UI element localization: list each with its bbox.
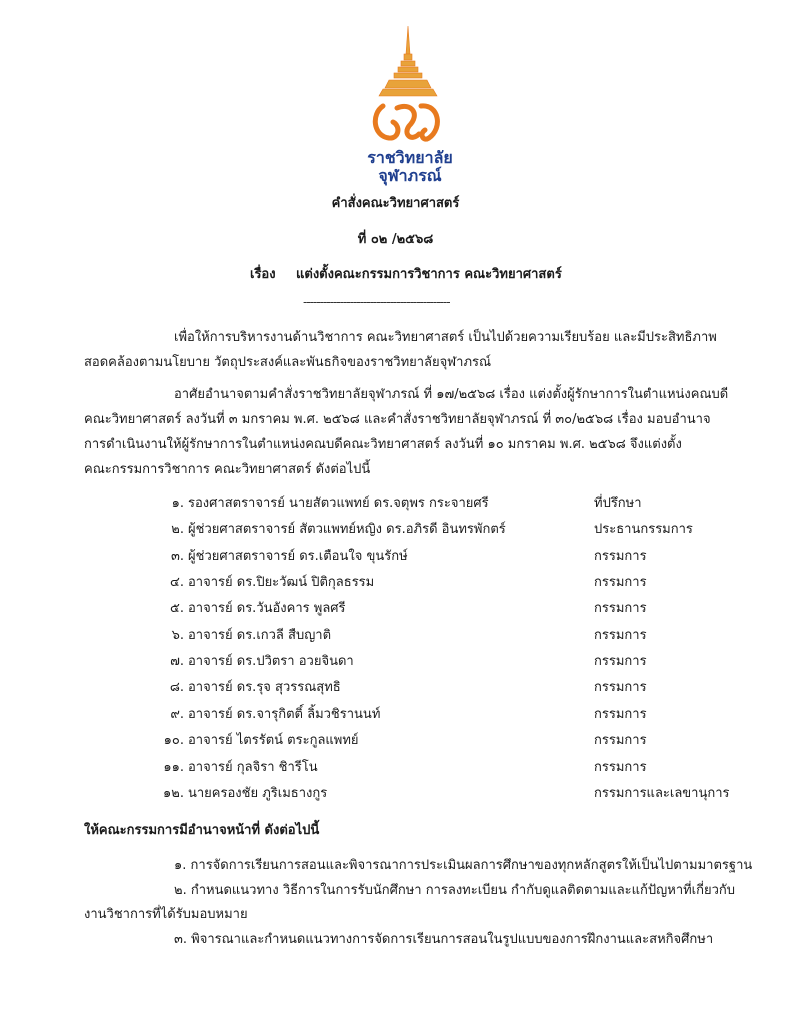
member-name: อาจารย์ ดร.เกวลี สืบญาติ bbox=[188, 628, 332, 643]
member-name: นายครองชัย ภูริเมธางกูร bbox=[188, 786, 328, 801]
member-number: ๙. bbox=[170, 707, 184, 722]
member-role: กรรมการ bbox=[594, 575, 647, 590]
para2-line3: การดำเนินงานให้ผู้รักษาการในตำแหน่งคณบดีคณะวิทยาศาสตร์ ลงวันที่ ๑๐ มกราคม พ.ศ. ๒๕๖๘ จึงแต่งตั้ง bbox=[84, 437, 682, 452]
member-name: อาจารย์ ดร.ปิยะวัฒน์ ปิติกุลธรรม bbox=[188, 575, 375, 590]
member-name: อาจารย์ ดร.ปวิตรา อวยจินดา bbox=[188, 654, 354, 669]
member-name: อาจารย์ กุลจิรา ชิารีโน bbox=[188, 760, 318, 775]
duty-item-2-line2: งานวิชาการที่ได้รับมอบหมาย bbox=[84, 907, 248, 922]
member-number: ๔. bbox=[170, 575, 184, 590]
order-title: คำสั่งคณะวิทยาศาสตร์ bbox=[331, 196, 460, 211]
duty-item-3: ๓. พิจารณาและกำหนดแนวทางการจัดการเรียนการสอนในรูปแบบของการฝึกงานและสหกิจศึกษา bbox=[174, 932, 714, 947]
para2-line1: อาศัยอำนาจตามคำสั่งราชวิทยาลัยจุฬาภรณ์ ที่ ๑๗/๒๕๖๘ เรื่อง แต่งตั้งผู้รักษาการในตำแหน่งคณบดี bbox=[174, 387, 729, 402]
member-number: ๕. bbox=[170, 601, 184, 616]
para1-line1: เพื่อให้การบริหารงานด้านวิชาการ คณะวิทยาศาสตร์ เป็นไปด้วยความเรียบร้อย และมีประสิทธิภาพ bbox=[174, 330, 717, 345]
member-number: ๓. bbox=[170, 549, 184, 564]
member-name: อาจารย์ ไตรรัตน์ ตระกูลแพทย์ bbox=[188, 733, 359, 748]
member-role: ประธานกรรมการ bbox=[594, 522, 693, 537]
separator-line: -------------------------------------------- bbox=[303, 295, 450, 309]
member-name: รองศาสตราจารย์ นายสัตวแพทย์ ดร.จตุพร กระจายศรี bbox=[188, 496, 489, 511]
member-role: กรรมการ bbox=[594, 628, 647, 643]
member-role: กรรมการ bbox=[594, 654, 647, 669]
member-number: ๑๑. bbox=[163, 760, 184, 775]
member-number: ๘. bbox=[169, 680, 184, 695]
institution-name-line1: ราชวิทยาลัย bbox=[367, 148, 453, 167]
member-role: กรรมการ bbox=[594, 549, 647, 564]
member-role: ที่ปรึกษา bbox=[594, 496, 642, 511]
member-number: ๑. bbox=[171, 496, 184, 511]
member-role: กรรมการและเลขานุการ bbox=[594, 786, 730, 801]
member-number: ๒. bbox=[171, 522, 184, 537]
duties-heading: ให้คณะกรรมการมีอำนาจหน้าที่ ดังต่อไปนี้ bbox=[84, 823, 320, 838]
subject-label: เรื่อง bbox=[250, 267, 276, 282]
member-role: กรรมการ bbox=[594, 760, 647, 775]
member-number: ๑๒. bbox=[163, 786, 184, 801]
para2-line2: คณะวิทยาศาสตร์ ลงวันที่ ๓ มกราคม พ.ศ. ๒๕๖๘ และคำสั่งราชวิทยาลัยจุฬาภรณ์ ที่ ๓๐/๒๕๖๘ เรื่อง มอบอำนาจ bbox=[84, 412, 711, 427]
member-number: ๗. bbox=[170, 654, 184, 669]
institution-name-line2: จุฬาภรณ์ bbox=[378, 166, 442, 185]
member-name: อาจารย์ ดร.รุจ สุวรรณสุทธิ bbox=[188, 680, 341, 695]
member-role: กรรมการ bbox=[594, 601, 647, 616]
member-number: ๑๐. bbox=[163, 733, 184, 748]
para1-line2: สอดคล้องตามนโยบาย วัตถุประสงค์และพันธกิจของราชวิทยาลัยจุฬาภรณ์ bbox=[84, 355, 492, 370]
subject-text: แต่งตั้งคณะกรรมการวิชาการ คณะวิทยาศาสตร์ bbox=[296, 267, 562, 282]
member-role: กรรมการ bbox=[594, 733, 647, 748]
member-number: ๖. bbox=[171, 628, 184, 643]
member-name: ผู้ช่วยศาสตราจารย์ ดร.เตือนใจ ขุนรักษ์ bbox=[188, 549, 408, 564]
member-name: อาจารย์ ดร.จารุกิตติ์ ลิ้มวชิรานนท์ bbox=[188, 707, 381, 722]
para2-line4: คณะกรรมการวิชาการ คณะวิทยาศาสตร์ ดังต่อไปนี้ bbox=[84, 462, 371, 477]
member-role: กรรมการ bbox=[594, 707, 647, 722]
order-number: ที่ ๐๒ /๒๕๖๘ bbox=[357, 232, 434, 247]
duty-item-2-line1: ๒. กำหนดแนวทาง วิธีการในการรับนักศึกษา การลงทะเบียน กำกับดูแลติดตามและแก้ปัญหาที่เกี่ยวกับ bbox=[174, 883, 736, 898]
member-role: กรรมการ bbox=[594, 680, 647, 695]
duty-item-1: ๑. การจัดการเรียนการสอนและพิจารณาการประเมินผลการศึกษาของทุกหลักสูตรให้เป็นไปตามมาตรฐาน bbox=[174, 858, 753, 873]
member-name: อาจารย์ ดร.วันอังคาร พูลศรี bbox=[188, 601, 346, 616]
member-name: ผู้ช่วยศาสตราจารย์ สัตวแพทย์หญิง ดร.อภิรดี อินทรพักตร์ bbox=[188, 522, 506, 537]
